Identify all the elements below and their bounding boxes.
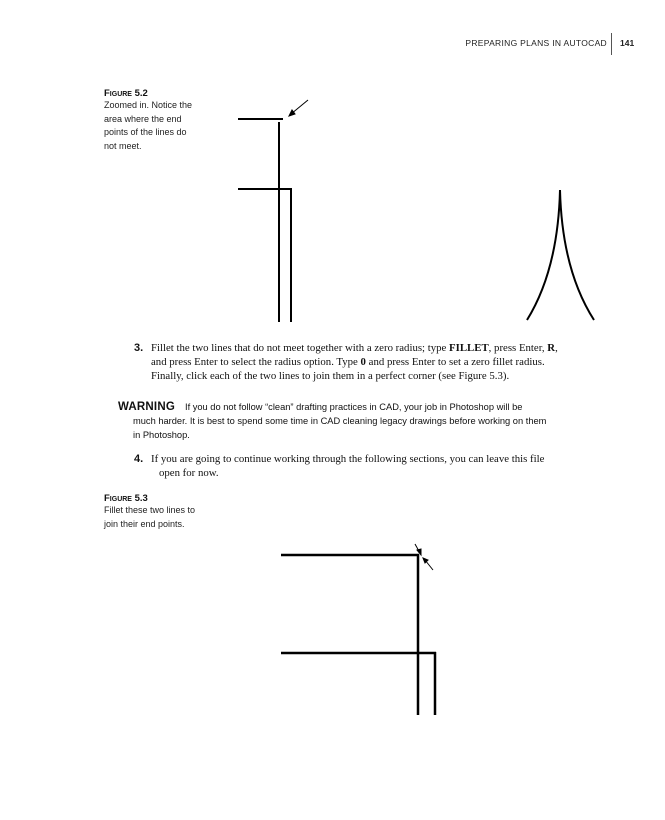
warning-label: WARNING xyxy=(118,401,175,413)
step-4-number: 4. xyxy=(134,453,144,465)
warning-box xyxy=(118,400,618,442)
command-r: R xyxy=(547,342,556,354)
figure-5-3-drawing xyxy=(0,520,665,820)
figure-5-2-drawing xyxy=(0,0,665,330)
warning-line-3: in Photoshop. xyxy=(133,430,190,440)
warning-text: If you do not follow “clean” drafting practices in CAD, your job in Photoshop will be xyxy=(184,402,523,412)
step-3-line-2 xyxy=(151,355,614,369)
page-number: 141 xyxy=(620,38,635,48)
step-3-text: and press Enter to select the radius option. Type xyxy=(151,356,361,368)
step-3-text: , press Enter, xyxy=(488,342,548,354)
figure-5-2-caption-line: area where the end xyxy=(104,113,182,124)
step-3-text: Fillet the two lines that do not meet together with a zero radius; type xyxy=(151,342,450,354)
figure-5-2-caption-line: Zoomed in. Notice the xyxy=(104,100,193,110)
step-3-line-3: Finally, click each of the two lines to join them in a perfect corner (see Figure 5.3). xyxy=(151,370,510,382)
step-3-text: and press Enter to set a zero fillet radius. xyxy=(365,356,545,368)
command-zero: 0 xyxy=(360,356,366,368)
step-4-line-2: open for now. xyxy=(159,467,219,479)
step-3 xyxy=(134,341,614,383)
step-4 xyxy=(134,452,614,480)
pointer-arrow-icon xyxy=(415,544,421,555)
figure-5-3-caption-line: Fillet these two lines to xyxy=(104,505,196,515)
figure-5-2-caption-line: points of the lines do xyxy=(104,127,187,137)
step-3-line-1 xyxy=(151,341,614,355)
running-header-title: PREPARING PLANS IN AUTOCAD xyxy=(465,38,607,48)
arc-shape-left xyxy=(527,190,560,320)
figure-5-3-label: Figure 5.3 xyxy=(104,493,148,504)
figure-5-2-caption-line: not meet. xyxy=(104,140,142,151)
pointer-arrow-icon xyxy=(423,558,433,570)
arc-shape-right xyxy=(560,190,594,320)
figure-5-2-label: Figure 5.2 xyxy=(104,88,148,99)
warning-line-2: much harder. It is best to spend some time in CAD cleaning legacy drawings before working on them xyxy=(133,416,547,426)
step-4-line-1: If you are going to continue working through the following sections, you can leave this file xyxy=(151,453,545,465)
command-fillet: FILLET xyxy=(449,342,489,354)
step-3-number: 3. xyxy=(134,342,144,354)
warning-line-1 xyxy=(118,400,618,414)
figure-5-3-caption-line: join their end points. xyxy=(104,518,185,529)
pointer-arrow-icon xyxy=(289,100,308,116)
step-3-text: , xyxy=(555,342,558,354)
